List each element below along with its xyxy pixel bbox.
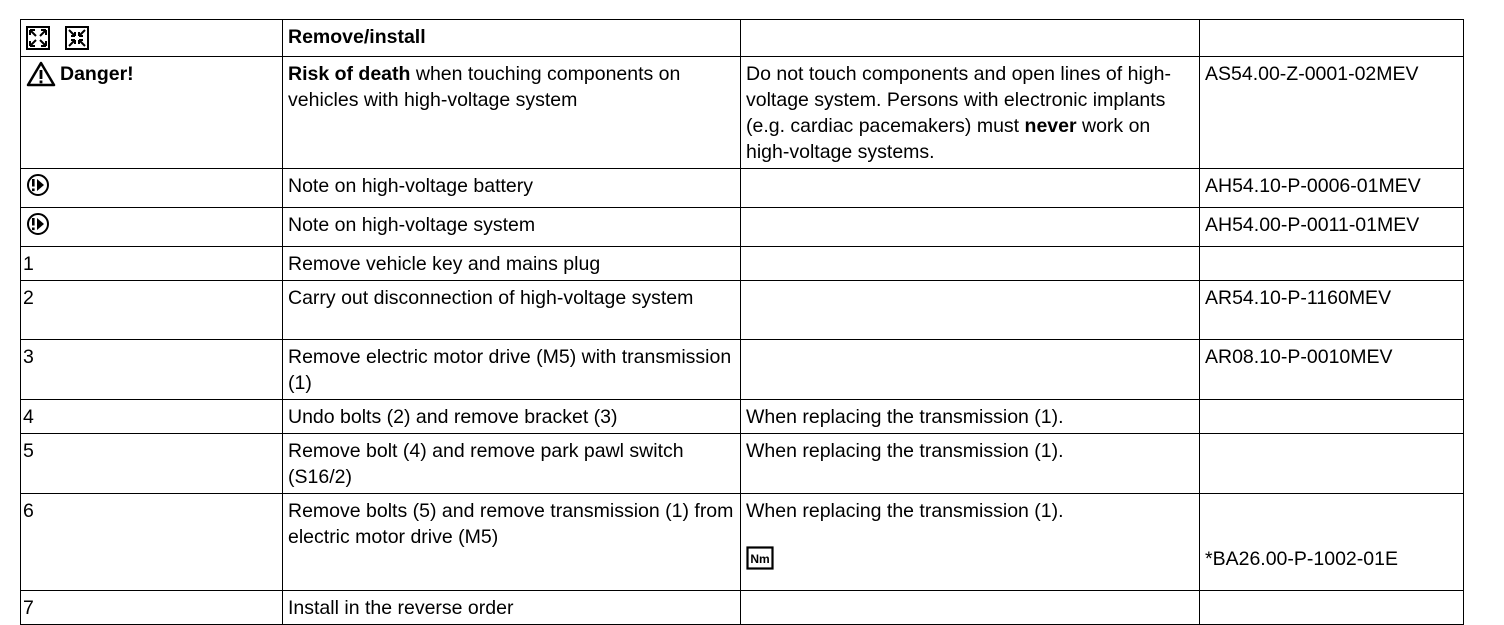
step-text: Remove bolt (4) and remove park pawl switch (S16/2) — [283, 434, 741, 494]
step-note — [741, 591, 1200, 625]
danger-title-rest: when touching components on vehicles with high-voltage system — [288, 63, 681, 111]
note-ref-link[interactable]: AH54.00-P-0011-01MEV — [1200, 208, 1464, 247]
header-title: Remove/install — [283, 20, 741, 57]
step-ref-cell — [1200, 494, 1464, 591]
info-note-icon — [26, 212, 50, 236]
step-note: When replacing the transmission (1). — [741, 400, 1200, 434]
danger-title-bold: Risk of death — [288, 63, 411, 85]
step-ref-link[interactable]: AR54.10-P-1160MEV — [1200, 281, 1464, 340]
step-number: 2 — [21, 281, 283, 340]
danger-row — [21, 57, 1464, 169]
step-text: Remove bolts (5) and remove transmission (1) from electric motor drive (M5) — [283, 494, 741, 591]
note-text: Note on high-voltage battery — [283, 169, 741, 208]
step-ref[interactable] — [1200, 400, 1464, 434]
danger-ref-link[interactable]: AS54.00-Z-0001-02MEV — [1200, 57, 1464, 169]
danger-description — [283, 57, 741, 169]
step-note: When replacing the transmission (1). — [746, 500, 1064, 522]
step-number: 6 — [21, 494, 283, 591]
torque-nm-icon[interactable] — [746, 546, 774, 570]
note-empty — [741, 169, 1200, 208]
step-note — [741, 281, 1200, 340]
step-number: 5 — [21, 434, 283, 494]
step-ref[interactable] — [1200, 591, 1464, 625]
step-text: Remove vehicle key and mains plug — [283, 247, 741, 281]
step-row — [21, 494, 1464, 591]
note-icon-cell — [21, 208, 283, 247]
note-text: Note on high-voltage system — [283, 208, 741, 247]
step-note: When replacing the transmission (1). — [741, 434, 1200, 494]
collapse-icon[interactable] — [65, 26, 89, 50]
danger-instruction-part1: Do not touch components and open lines of high-voltage system. Persons with electronic implants (e.g. cardiac pacemakers) must — [746, 63, 1171, 137]
step-text: Undo bolts (2) and remove bracket (3) — [283, 400, 741, 434]
step-row — [21, 400, 1464, 434]
step-text: Carry out disconnection of high-voltage system — [283, 281, 741, 340]
step-row — [21, 591, 1464, 625]
danger-instruction — [741, 57, 1200, 169]
torque-nm-label: Nm — [750, 552, 770, 566]
danger-label: Danger! — [60, 63, 134, 85]
header-empty-3 — [741, 20, 1200, 57]
step-number: 1 — [21, 247, 283, 281]
step-note — [741, 340, 1200, 400]
danger-instruction-bold: never — [1024, 115, 1077, 137]
expand-icon[interactable] — [26, 26, 50, 50]
note-ref-link[interactable]: AH54.10-P-0006-01MEV — [1200, 169, 1464, 208]
step-row — [21, 281, 1464, 340]
header-empty-4 — [1200, 20, 1464, 57]
step-ref-link[interactable]: AR08.10-P-0010MEV — [1200, 340, 1464, 400]
step-number: 7 — [21, 591, 283, 625]
note-icon-cell — [21, 169, 283, 208]
info-note-icon — [26, 173, 50, 197]
step-number: 4 — [21, 400, 283, 434]
warning-triangle-icon — [26, 61, 56, 87]
note-row — [21, 208, 1464, 247]
step-row — [21, 247, 1464, 281]
note-empty — [741, 208, 1200, 247]
step-ref[interactable] — [1200, 247, 1464, 281]
step-ref-link[interactable]: *BA26.00-P-1002-01E — [1205, 548, 1398, 570]
step-row — [21, 434, 1464, 494]
step-note — [741, 247, 1200, 281]
step-text: Install in the reverse order — [283, 591, 741, 625]
step-number: 3 — [21, 340, 283, 400]
step-text: Remove electric motor drive (M5) with transmission (1) — [283, 340, 741, 400]
step-row — [21, 340, 1464, 400]
header-row — [21, 20, 1464, 57]
danger-label-cell — [21, 57, 283, 169]
danger-instruction-part2: work on high-voltage systems. — [746, 115, 1151, 163]
step-ref[interactable] — [1200, 434, 1464, 494]
note-row — [21, 169, 1464, 208]
header-icons-cell — [21, 20, 283, 57]
step-note-cell — [741, 494, 1200, 591]
procedure-table — [20, 19, 1464, 625]
